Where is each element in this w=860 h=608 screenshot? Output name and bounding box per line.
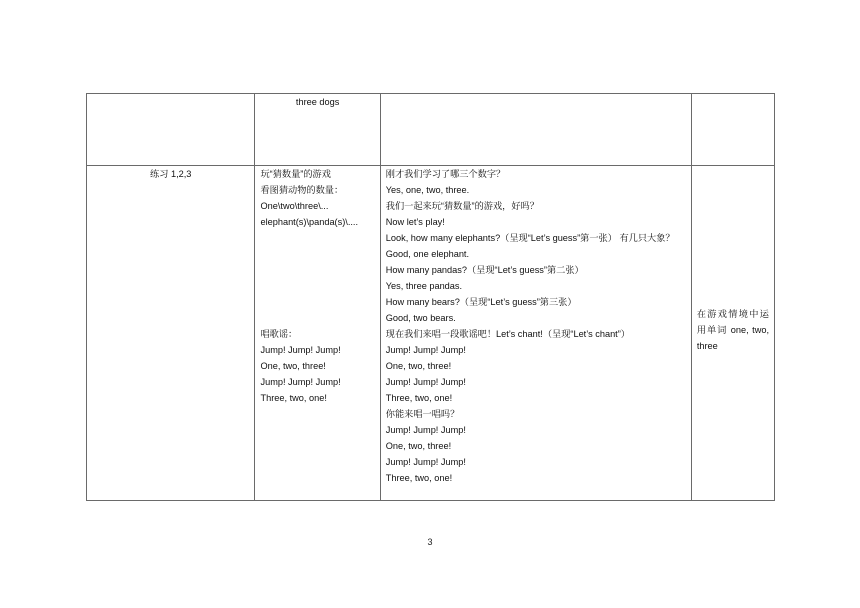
process-line: Jump! Jump! Jump! xyxy=(385,377,466,387)
process-line: Jump! Jump! Jump! xyxy=(385,345,466,355)
chant-line: Jump! Jump! Jump! xyxy=(260,377,341,387)
process-line: Three, two, one! xyxy=(385,393,453,403)
process-line: 我们一起来玩“猜数量”的游戏，好吗？ xyxy=(385,201,539,211)
chant-line: 唱歌谣： xyxy=(260,329,298,339)
table-cell-activities xyxy=(255,94,380,166)
lesson-plan-table xyxy=(86,93,775,501)
table-row xyxy=(87,94,775,166)
table-cell-goal xyxy=(691,94,774,166)
table-cell-activities xyxy=(255,166,380,501)
table-row xyxy=(87,166,775,501)
activity-line: One\two\three\... xyxy=(260,201,329,211)
process-line: Good, one elephant. xyxy=(385,249,470,259)
process-line: Jump! Jump! Jump! xyxy=(385,425,466,435)
table-cell-process xyxy=(380,94,691,166)
process-line: How many bears?（呈现“Let’s guess”第三张） xyxy=(385,297,577,307)
process-line: Now let’s play! xyxy=(385,217,445,227)
page-number: 3 xyxy=(427,537,433,547)
process-line: Three, two, one! xyxy=(385,473,453,483)
chant-line: Three, two, one! xyxy=(260,393,327,403)
spacer xyxy=(260,230,374,326)
process-line: 你能来唱一唱吗？ xyxy=(385,409,460,419)
activity-line: 玩“猜数量”的游戏 xyxy=(260,169,331,179)
activity-line: 看图猜动物的数量： xyxy=(260,185,344,195)
chant-line: One, two, three! xyxy=(260,361,326,371)
activity-text: three dogs xyxy=(295,97,340,107)
table-cell-section xyxy=(87,94,255,166)
table-cell-goal xyxy=(691,166,774,501)
process-line: 刚才我们学习了哪三个数字？ xyxy=(385,169,506,179)
section-title: 练习 1,2,3 xyxy=(150,169,192,179)
table-cell-section xyxy=(87,166,255,501)
process-line: 现在我们来唱一段歌谣吧！Let’s chant!（呈现“Let’s chant”） xyxy=(385,329,630,339)
process-line: One, two, three! xyxy=(385,441,452,451)
table-cell-process xyxy=(380,166,691,501)
process-line: Yes, one, two, three. xyxy=(385,185,470,195)
process-line: How many pandas?（呈现“Let’s guess”第二张） xyxy=(385,265,584,275)
process-line: Jump! Jump! Jump! xyxy=(385,457,466,467)
process-line: One, two, three! xyxy=(385,361,452,371)
activity-line: elephant(s)\panda(s)\.... xyxy=(260,217,359,227)
goal-text: 在游戏情境中运用单词 one, two, three xyxy=(696,309,769,351)
chant-line: Jump! Jump! Jump! xyxy=(260,345,341,355)
process-line: Yes, three pandas. xyxy=(385,281,463,291)
process-line: Good, two bears. xyxy=(385,313,456,323)
process-line: Look, how many elephants?（呈现“Let’s guess”第一张） 有几只大象？ xyxy=(385,233,675,243)
